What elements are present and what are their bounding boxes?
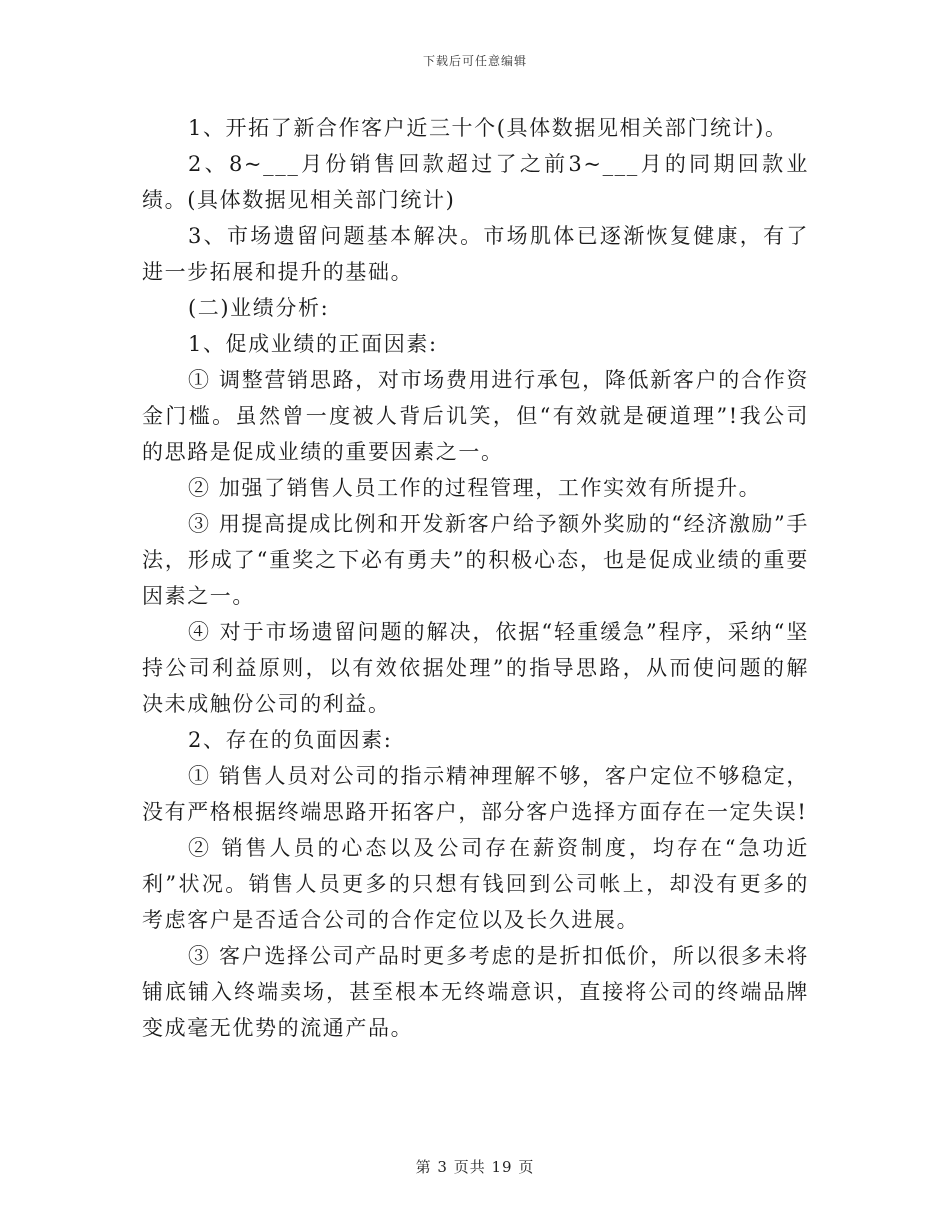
paragraph-legacy-issues: 3、市场遗留问题基本解决。市场肌体已逐渐恢复健康，有了进一步拓展和提升的基础。 — [142, 224, 809, 284]
list-item-positive-1: ① 调整营销思路，对市场费用进行承包，降低新客户的合作资金门槛。虽然曾一度被人背后讥笑，但“有效就是硬道理”!我公司的思路是促成业绩的重要因素之一。 — [142, 368, 809, 464]
document-body — [142, 110, 809, 1046]
list-item-negative-2: ② 销售人员的心态以及公司存在薪资制度，均存在“急功近利”状况。销售人员更多的只想有钱回到公司帐上，却没有更多的考虑客户是否适合公司的合作定位以及长久进展。 — [142, 836, 809, 932]
subheading-positive-factors: 1、促成业绩的正面因素: — [188, 332, 438, 356]
paragraph-new-clients: 1、开拓了新合作客户近三十个(具体数据见相关部门统计)。 — [188, 116, 788, 140]
list-item-positive-2: ② 加强了销售人员工作的过程管理，工作实效有所提升。 — [188, 476, 762, 500]
list-item-positive-4: ④ 对于市场遗留问题的解决，依据“轻重缓急”程序，采纳“坚持公司利益原则，以有效依据处理”的指导思路，从而使问题的解决未成触份公司的利益。 — [142, 620, 809, 716]
page-number-footer: 第 3 页共 19 页 — [415, 1158, 535, 1176]
list-item-positive-3: ③ 用提高提成比例和开发新客户给予额外奖励的“经济激励”手法，形成了“重奖之下必有勇夫”的积极心态，也是促成业绩的重要因素之一。 — [142, 512, 809, 608]
page-header-note: 下载后可任意编辑 — [422, 54, 527, 68]
subheading-negative-factors: 2、存在的负面因素: — [188, 728, 393, 752]
paragraph-payment-collection: 2、8~___月份销售回款超过了之前3~___月的同期回款业绩。(具体数据见相关部门统计) — [142, 152, 809, 212]
section-heading-performance-analysis: (二)业绩分析: — [188, 296, 330, 320]
list-item-negative-1: ① 销售人员对公司的指示精神理解不够，客户定位不够稳定，没有严格根据终端思路开拓客户，部分客户选择方面存在一定失误! — [142, 764, 809, 824]
list-item-negative-3: ③ 客户选择公司产品时更多考虑的是折扣低价，所以很多未将铺底铺入终端卖场，甚至根本无终端意识，直接将公司的终端品牌变成毫无优势的流通产品。 — [142, 944, 809, 1040]
